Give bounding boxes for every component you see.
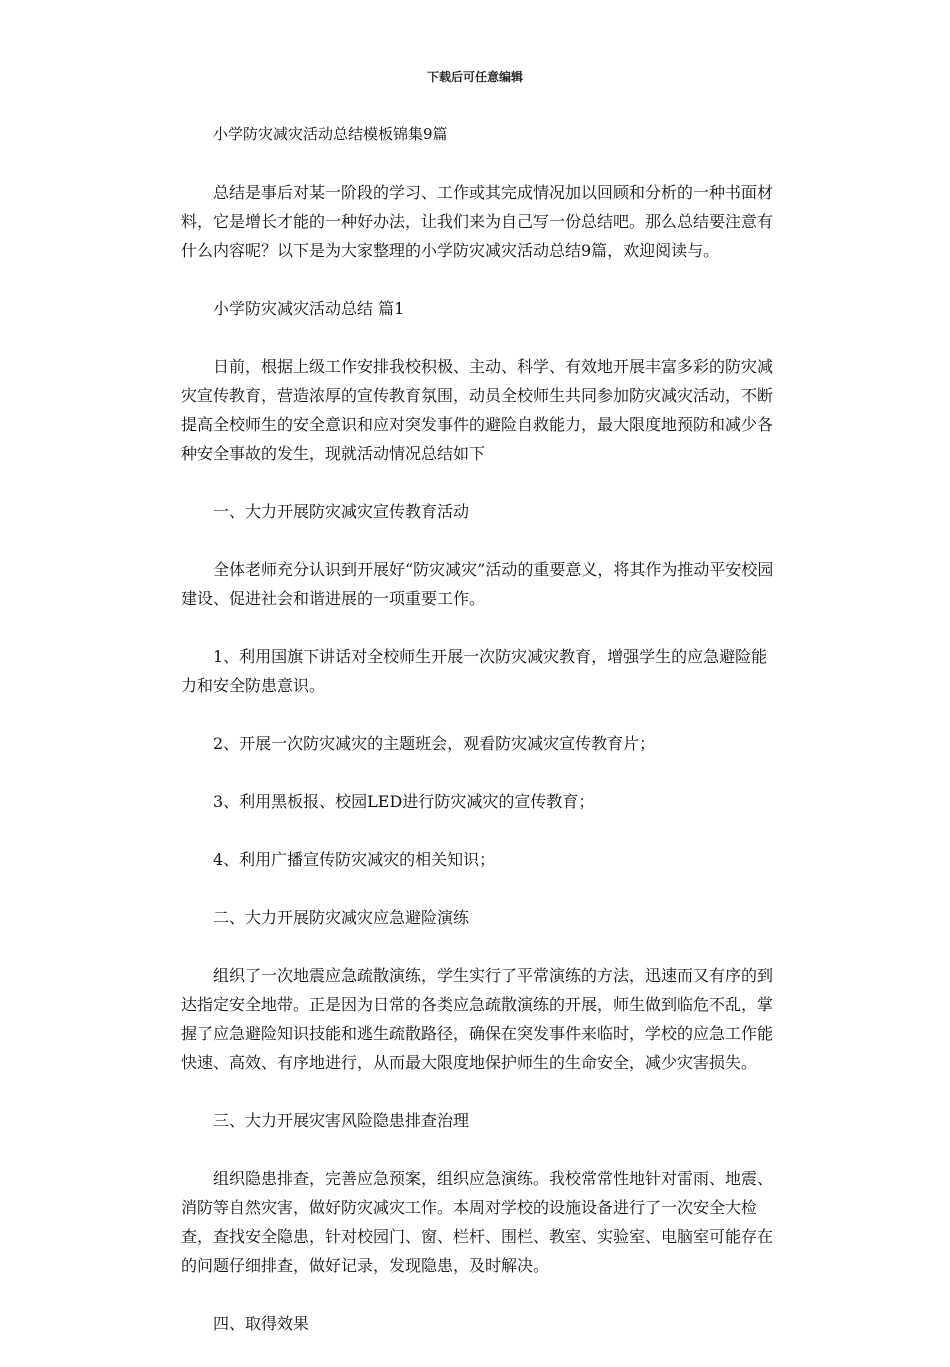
document-title: 小学防灾减灾活动总结模板锦集9篇 — [213, 125, 448, 143]
heading-4: 四、取得效果 — [213, 1314, 310, 1333]
intro-paragraph: 总结是事后对某一阶段的学习、工作或其完成情况加以回顾和分析的一种书面材料，它是增长才能的一种好办法，让我们来为自己写一份总结吧。那么总结要注意有什么内容呢？以下是为大家整理的小学防灾减灾活动总结9篇，欢迎阅读与。 — [181, 183, 774, 260]
document-body — [181, 120, 775, 1367]
heading-3: 三、大力开展灾害风险隐患排查治理 — [213, 1111, 470, 1130]
section-title: 小学防灾减灾活动总结 篇1 — [213, 299, 405, 318]
paragraph: 组织了一次地震应急疏散演练，学生实行了平常演练的方法，迅速而又有序的到达指定安全地带。正是因为日常的各类应急疏散演练的开展，师生做到临危不乱，掌握了应急避险知识技能和逃生疏散路径，确保在突发事件来临时，学校的应急工作能快速、高效、有序地进行，从而最大限度地保护师生的生命安全，减少灾害损失。 — [181, 966, 774, 1072]
heading-2: 二、大力开展防灾减灾应急避险演练 — [213, 908, 470, 927]
list-item: 4、利用广播宣传防灾减灾的相关知识； — [213, 850, 496, 869]
paragraph: 组织隐患排查，完善应急预案，组织应急演练。我校常常性地针对雷雨、地震、消防等自然灾害，做好防灾减灾工作。本周对学校的设施设备进行了一次安全大检查，查找安全隐患，针对校园门、窗、栏杆、围栏、教室、实验室、电脑室可能存在的问题仔细排查，做好记录，发现隐患，及时解决。 — [181, 1169, 774, 1275]
list-item: 3、利用黑板报、校园LED进行防灾减灾的宣传教育； — [213, 792, 595, 811]
paragraph: 全体老师充分认识到开展好“防灾减灾”活动的重要意义，将其作为推动平安校园建设、促进社会和谐进展的一项重要工作。 — [181, 560, 774, 608]
list-item: 2、开展一次防灾减灾的主题班会，观看防灾减灾宣传教育片； — [213, 734, 656, 753]
page-header: 下载后可任意编辑 — [426, 70, 523, 84]
list-item: 1、利用国旗下讲话对全校师生开展一次防灾减灾教育，增强学生的应急避险能力和安全防患意识。 — [181, 647, 768, 695]
heading-1: 一、大力开展防灾减灾宣传教育活动 — [213, 502, 470, 521]
paragraph: 日前，根据上级工作安排我校积极、主动、科学、有效地开展丰富多彩的防灾减灾宣传教育，营造浓厚的宣传教育氛围，动员全校师生共同参加防灾减灾活动，不断提高全校师生的安全意识和应对突发事件的避险自救能力，最大限度地预防和减少各种安全事故的发生，现就活动情况总结如下 — [181, 357, 774, 463]
